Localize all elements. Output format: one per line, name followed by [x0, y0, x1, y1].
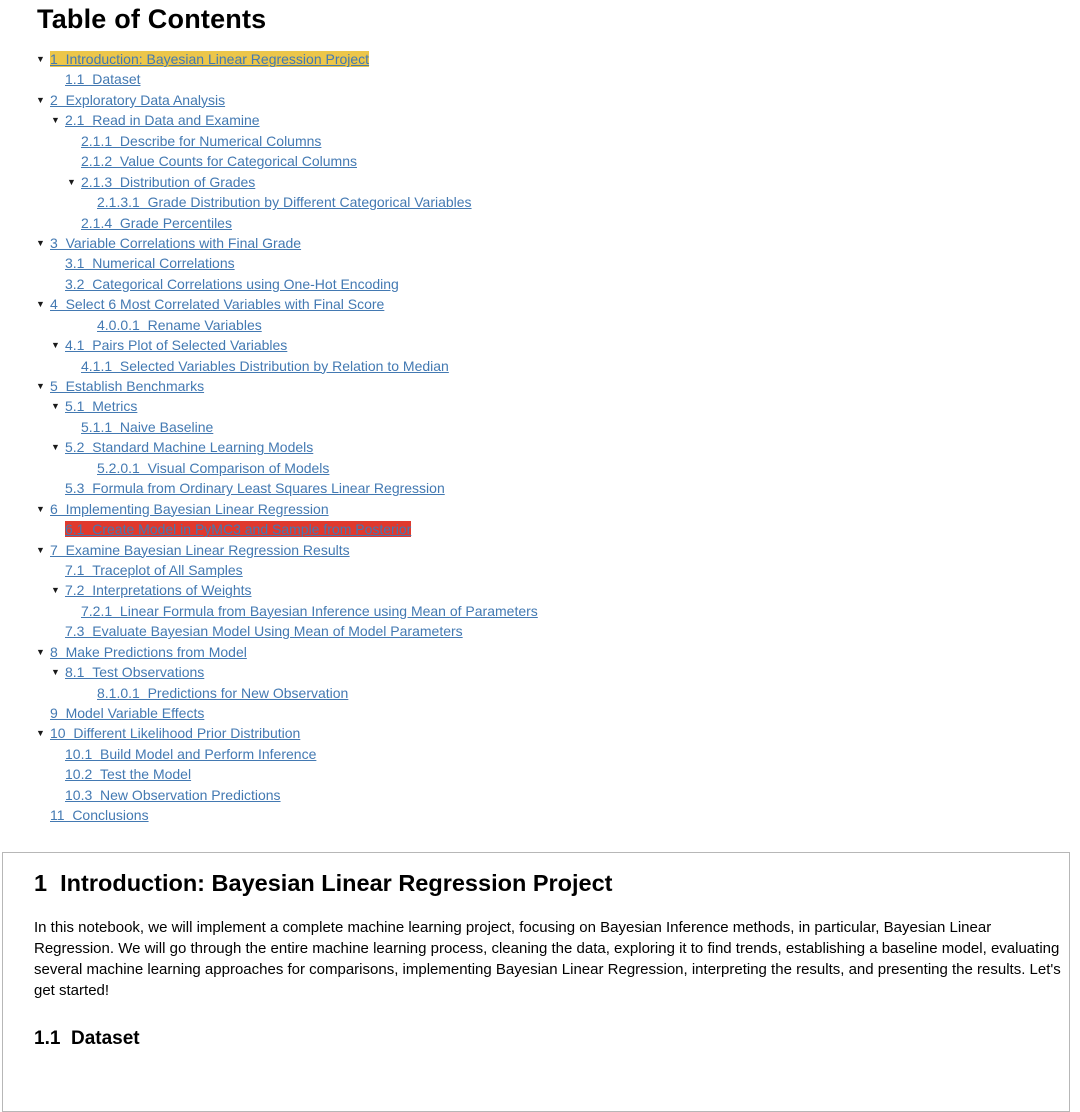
toc-item — [0, 294, 1080, 314]
collapse-toggle-icon[interactable]: ▼ — [36, 381, 45, 391]
toc-link[interactable]: 1 Introduction: Bayesian Linear Regression Project — [50, 51, 370, 67]
collapse-toggle-icon[interactable]: ▼ — [51, 667, 60, 678]
toc-link[interactable]: 7.1 Traceplot of All Samples — [65, 561, 243, 578]
toc-link[interactable]: 2.1.1 Describe for Numerical Columns — [81, 132, 322, 149]
toc-item — [0, 151, 1080, 171]
toc-list — [0, 49, 1080, 826]
toc-item — [0, 519, 1080, 539]
toc-item — [0, 110, 1080, 130]
toc-link[interactable]: 4.1 Pairs Plot of Selected Variables — [65, 337, 288, 354]
section-heading: 1 Introduction: Bayesian Linear Regression Project — [34, 870, 613, 896]
toc-link[interactable]: 5.1 Metrics — [65, 398, 138, 415]
toc-item — [0, 642, 1080, 662]
toc-link[interactable]: 3.2 Categorical Correlations using One-Hot Encoding — [65, 275, 399, 292]
toc-link[interactable]: 7 Examine Bayesian Linear Regression Results — [50, 541, 350, 558]
toc-link[interactable]: 9 Model Variable Effects — [50, 705, 205, 721]
collapse-toggle-icon[interactable]: ▼ — [51, 115, 60, 126]
toc-item — [0, 621, 1080, 641]
toc-item — [0, 213, 1080, 233]
toc-link[interactable]: 10.3 New Observation Predictions — [65, 786, 281, 803]
toc-link[interactable]: 11 Conclusions — [50, 807, 149, 824]
toc-link[interactable]: 8 Make Predictions from Model — [50, 643, 247, 660]
toc-link[interactable]: 7.2.1 Linear Formula from Bayesian Inference using Mean of Parameters — [81, 602, 538, 619]
toc-item — [0, 560, 1080, 580]
collapse-toggle-icon[interactable]: ▼ — [67, 176, 76, 187]
toc-link[interactable]: 10.2 Test the Model — [65, 766, 192, 783]
toc-link[interactable]: 8.1.0.1 Predictions for New Observation — [97, 684, 349, 701]
toc-link[interactable]: 7.3 Evaluate Bayesian Model Using Mean of Model Parameters — [65, 623, 463, 640]
toc-item — [0, 90, 1080, 110]
toc-link[interactable]: 10.1 Build Model and Perform Inference — [65, 745, 317, 762]
toc-item — [0, 172, 1080, 192]
toc-link[interactable]: 5.3 Formula from Ordinary Least Squares Linear Regression — [65, 480, 445, 497]
toc-item — [0, 499, 1080, 519]
toc-item — [0, 315, 1080, 335]
collapse-toggle-icon[interactable]: ▼ — [36, 94, 45, 105]
toc-item — [0, 356, 1080, 376]
toc-link[interactable]: 8.1 Test Observations — [65, 664, 205, 681]
collapse-toggle-icon[interactable]: ▼ — [36, 54, 45, 64]
toc-link[interactable]: 2 Exploratory Data Analysis — [50, 91, 226, 108]
toc-link[interactable]: 2.1.2 Value Counts for Categorical Columns — [81, 153, 357, 170]
toc-item — [0, 192, 1080, 212]
toc-item — [0, 253, 1080, 273]
toc-link[interactable]: 3 Variable Correlations with Final Grade — [50, 234, 302, 251]
toc-item — [0, 683, 1080, 703]
toc-link[interactable]: 1.1 Dataset — [65, 71, 141, 88]
toc-item — [0, 764, 1080, 784]
toc-link[interactable]: 7.2 Interpretations of Weights — [65, 582, 252, 599]
toc-item — [0, 458, 1080, 478]
toc-link[interactable]: 4 Select 6 Most Correlated Variables with Final Score — [50, 296, 385, 313]
toc-link[interactable]: 5.2.0.1 Visual Comparison of Models — [97, 459, 330, 476]
toc-link[interactable]: 2.1.3.1 Grade Distribution by Different Categorical Variables — [97, 194, 472, 211]
toc-item — [0, 540, 1080, 560]
toc-item — [0, 805, 1080, 825]
collapse-toggle-icon[interactable]: ▼ — [36, 237, 45, 248]
toc-item — [0, 703, 1080, 723]
toc-item — [0, 580, 1080, 600]
collapse-toggle-icon[interactable]: ▼ — [51, 340, 60, 351]
toc-item — [0, 131, 1080, 151]
collapse-toggle-icon[interactable]: ▼ — [36, 503, 45, 514]
intro-paragraph: In this notebook, we will implement a complete machine learning project, focusing on Bayesian Inference methods, in particular, Bayesian Linear Regression. We will go through the entire machine learning process, cleaning the data, exploring it to find trends, establishing a baseline model, evaluating several machine learning approaches for comparisons, implementing Bayesian Linear Regression, interpreting the results, and presenting the results. Let's get started! — [34, 919, 1061, 999]
toc-link[interactable]: 5 Establish Benchmarks — [50, 378, 205, 394]
collapse-toggle-icon[interactable]: ▼ — [36, 646, 45, 657]
collapse-toggle-icon[interactable]: ▼ — [51, 585, 60, 596]
toc-link[interactable]: 2.1.4 Grade Percentiles — [81, 214, 232, 231]
collapse-toggle-icon[interactable]: ▼ — [51, 401, 60, 412]
toc-item — [0, 274, 1080, 294]
toc-item — [0, 601, 1080, 621]
toc-link[interactable]: 5.2 Standard Machine Learning Models — [65, 439, 314, 456]
toc-link[interactable]: 4.1.1 Selected Variables Distribution by Relation to Median — [81, 357, 449, 374]
toc-item — [0, 662, 1080, 682]
toc-link[interactable]: 3.1 Numerical Correlations — [65, 255, 235, 272]
toc-item — [0, 437, 1080, 457]
toc-item — [0, 396, 1080, 416]
collapse-toggle-icon[interactable]: ▼ — [51, 442, 60, 453]
toc-link[interactable]: 2.1 Read in Data and Examine — [65, 112, 260, 129]
notebook-cell[interactable] — [2, 852, 1070, 1112]
toc-item — [0, 478, 1080, 498]
toc-link[interactable]: 5.1.1 Naive Baseline — [81, 418, 214, 435]
toc-link[interactable]: 2.1.3 Distribution of Grades — [81, 173, 256, 190]
toc-link[interactable]: 4.0.0.1 Rename Variables — [97, 316, 262, 333]
toc-item — [0, 233, 1080, 253]
toc-link[interactable]: 6 Implementing Bayesian Linear Regression — [50, 500, 329, 517]
collapse-toggle-icon[interactable]: ▼ — [36, 299, 45, 310]
toc-item — [0, 417, 1080, 437]
collapse-toggle-icon[interactable]: ▼ — [36, 544, 45, 555]
toc-title: Table of Contents — [37, 4, 267, 34]
toc-item — [0, 376, 1080, 396]
toc-link[interactable]: 6.1 Create Model in PyMC3 and Sample from Posterior — [65, 521, 412, 538]
toc-link[interactable]: 10 Different Likelihood Prior Distribution — [50, 725, 301, 742]
toc-item — [0, 785, 1080, 805]
toc-item — [0, 335, 1080, 355]
toc-item — [0, 49, 1080, 69]
toc-item — [0, 723, 1080, 743]
toc-item — [0, 744, 1080, 764]
toc-item — [0, 69, 1080, 89]
subsection-heading: 1.1 Dataset — [34, 1028, 140, 1049]
collapse-toggle-icon[interactable]: ▼ — [36, 728, 45, 739]
